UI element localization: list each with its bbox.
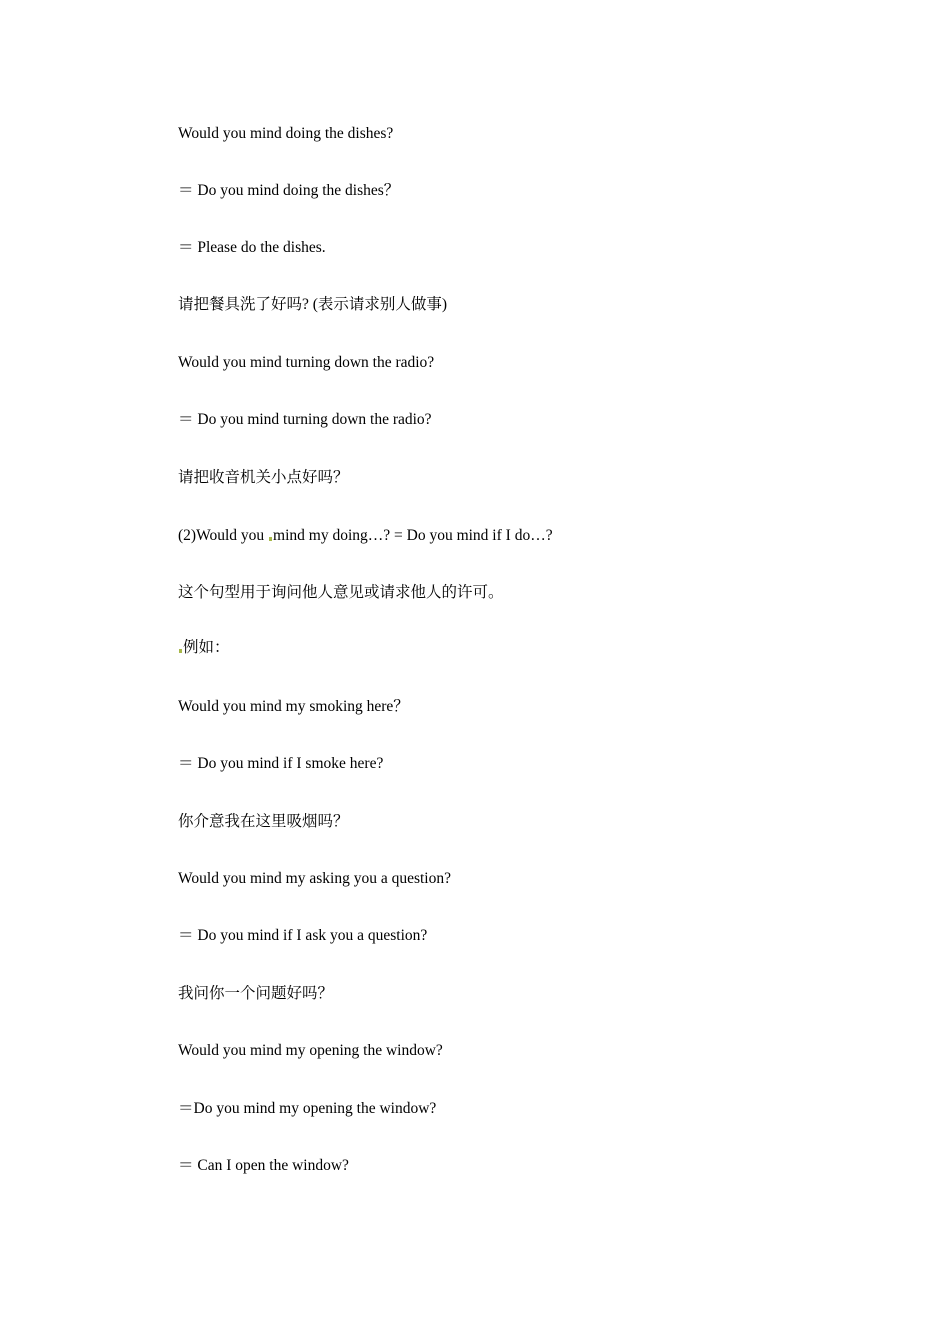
- text-line: [178, 526, 553, 546]
- text-line: ＝Do you mind my opening the window?: [178, 1100, 437, 1117]
- text-line: 这个句型用于询问他人意见或请求他人的许可。: [178, 584, 504, 601]
- text-line: ＝ Do you mind if I ask you a question?: [178, 927, 428, 944]
- highlight-marker: [269, 537, 272, 541]
- text-segment: 例如：: [183, 639, 230, 656]
- text-line: 请把收音机关小点好吗？: [178, 469, 349, 486]
- text-line: ＝ Please do the dishes.: [178, 239, 326, 256]
- text-line: Would you mind turning down the radio?: [178, 354, 435, 371]
- text-line: 我问你一个问题好吗？: [178, 985, 334, 1002]
- text-segment: (2)Would you: [178, 527, 269, 544]
- text-line: Would you mind my asking you a question?: [178, 870, 451, 887]
- text-line: Would you mind my opening the window?: [178, 1042, 443, 1059]
- text-line: ＝ Do you mind turning down the radio?: [178, 411, 432, 428]
- text-segment: mind my doing…? = Do you mind if I do…?: [273, 527, 553, 544]
- text-line: 请把餐具洗了好吗? (表示请求别人做事): [178, 296, 448, 313]
- text-line: [178, 638, 230, 658]
- text-line: Would you mind my smoking here？: [178, 698, 409, 715]
- text-line: ＝ Do you mind doing the dishes？: [178, 182, 400, 199]
- text-line: 你介意我在这里吸烟吗？: [178, 813, 349, 830]
- text-line: Would you mind doing the dishes?: [178, 125, 394, 142]
- text-line: ＝ Can I open the window?: [178, 1157, 349, 1174]
- text-line: ＝ Do you mind if I smoke here?: [178, 755, 384, 772]
- highlight-marker: [179, 649, 182, 653]
